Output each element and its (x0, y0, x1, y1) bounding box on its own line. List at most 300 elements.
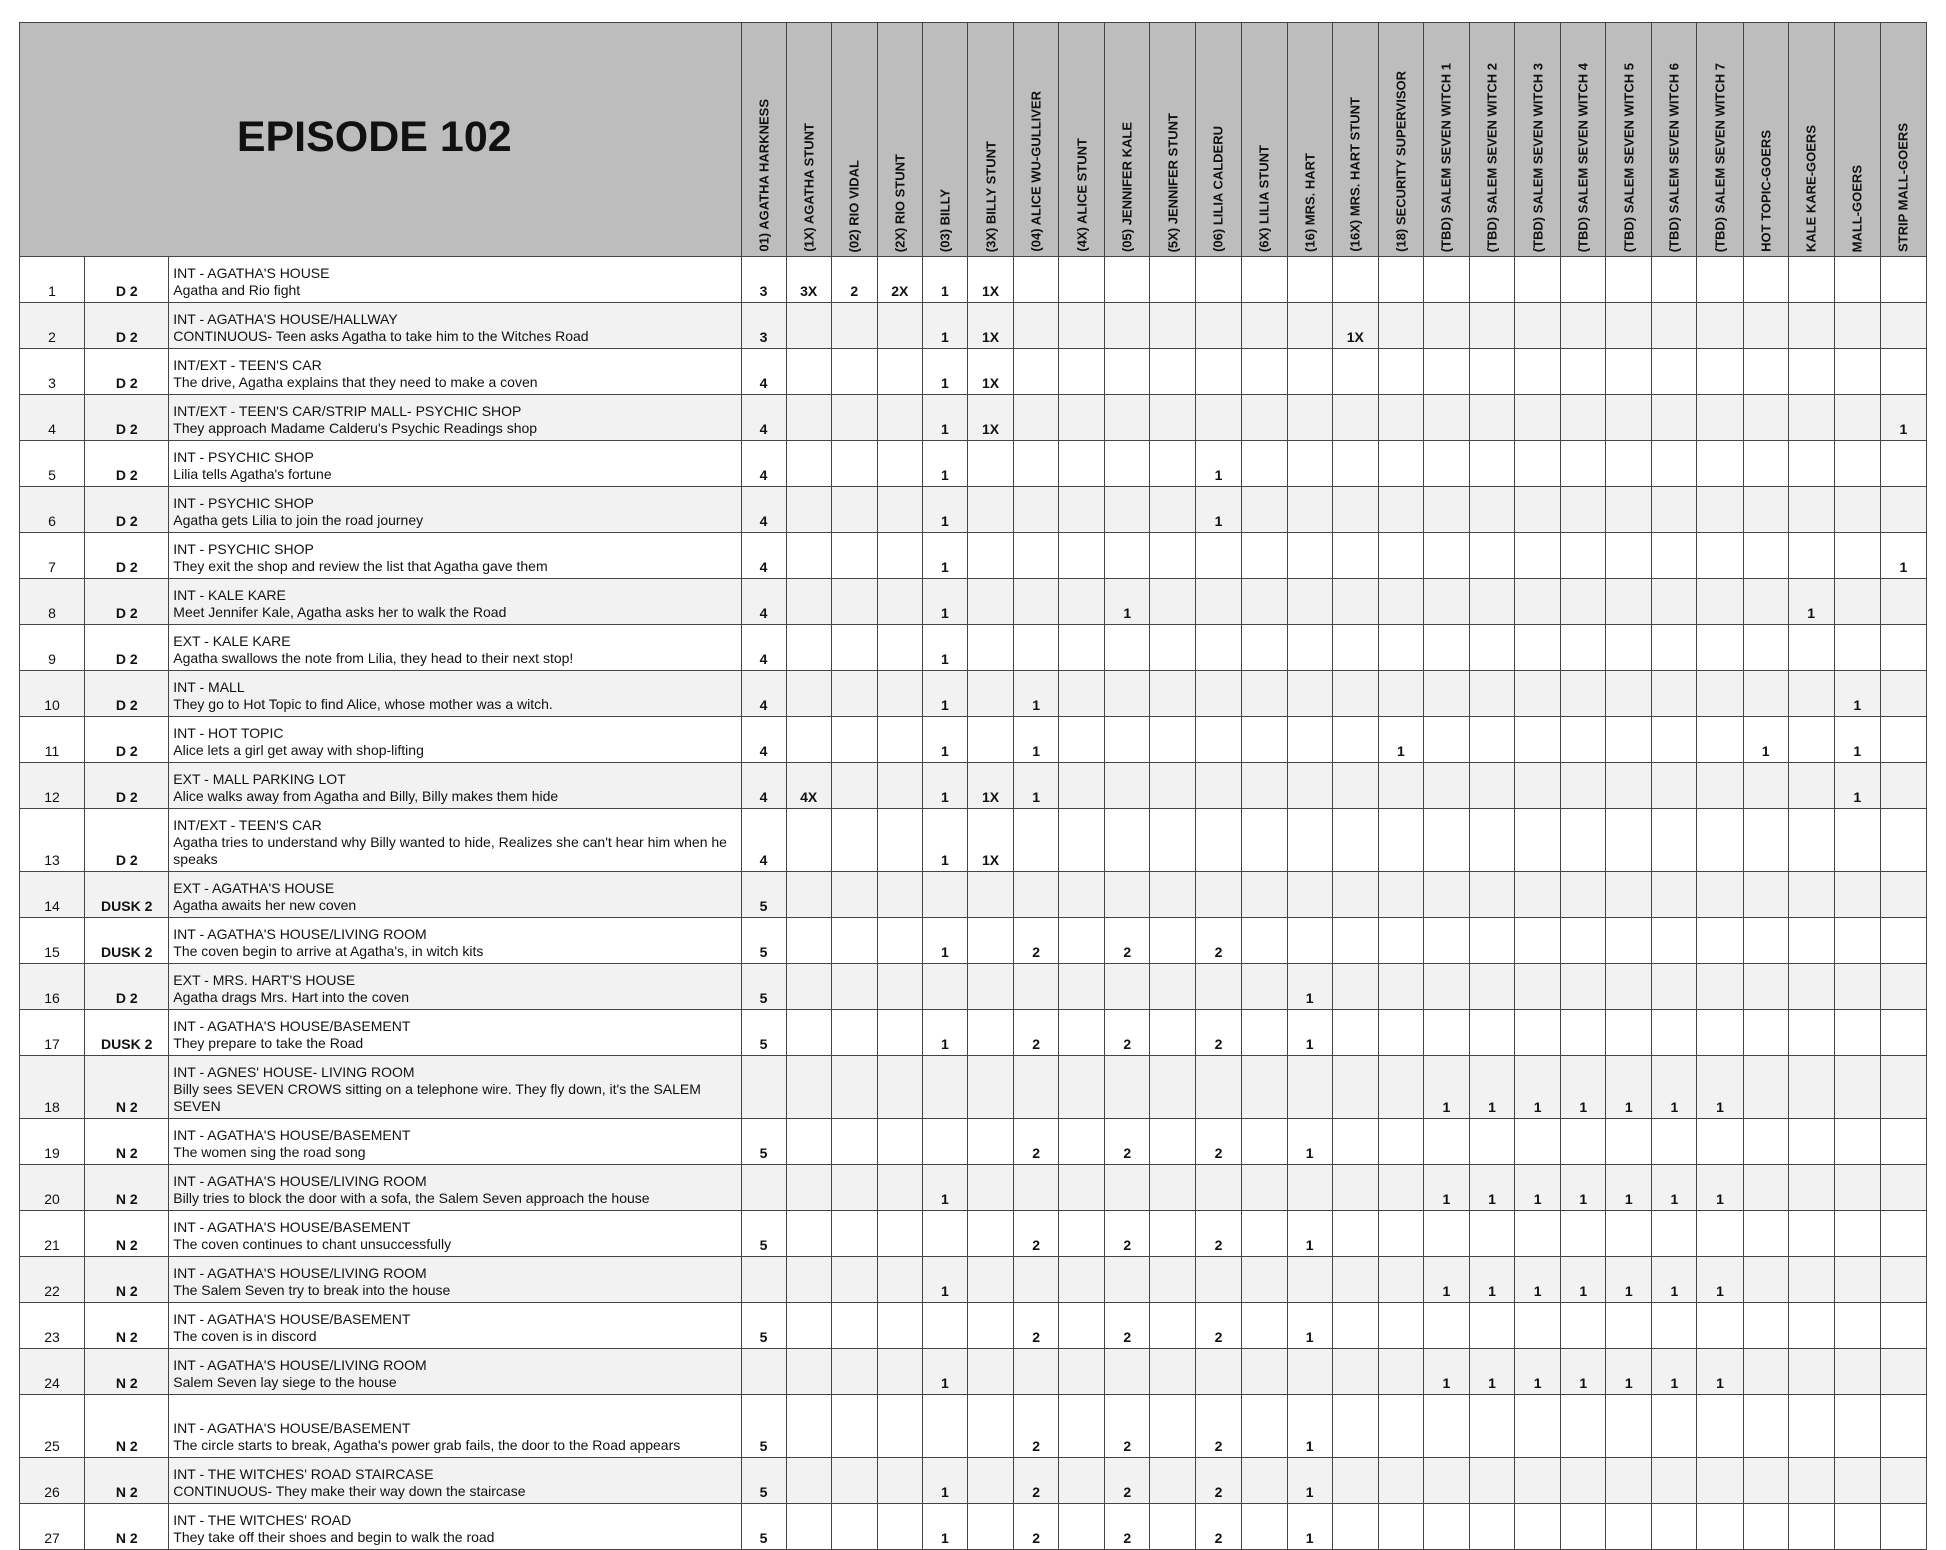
cast-count-cell (1059, 257, 1105, 303)
cast-count-cell (1332, 717, 1378, 763)
cast-count-cell (1241, 1119, 1287, 1165)
cast-count-cell (1287, 395, 1332, 441)
cast-count-cell: 1 (922, 1257, 967, 1303)
cast-count-cell: 1 (922, 303, 967, 349)
cast-count-cell (1105, 1349, 1150, 1395)
cast-count-cell (786, 533, 831, 579)
cast-count-cell (1059, 625, 1105, 671)
cast-count-cell (831, 1211, 877, 1257)
scene-summary: They take off their shoes and begin to walk the road (173, 1529, 495, 1545)
cast-count-cell (1743, 671, 1788, 717)
scene-description-cell (169, 1303, 741, 1349)
cast-count-cell: 4 (741, 763, 786, 809)
time-of-day: D 2 (85, 303, 169, 349)
cast-count-cell (1743, 964, 1788, 1010)
cast-count-cell (1332, 441, 1378, 487)
cast-count-cell (786, 964, 831, 1010)
cast-count-cell (786, 1056, 831, 1119)
cast-count-cell (1470, 533, 1515, 579)
cast-count-cell (1697, 872, 1743, 918)
scene-location: INT - MALL (173, 679, 245, 695)
cast-count-cell (1743, 809, 1788, 872)
cast-count-cell (1606, 1458, 1652, 1504)
scene-number: 14 (20, 872, 85, 918)
cast-count-cell (1014, 579, 1059, 625)
cast-count-cell (1287, 441, 1332, 487)
column-header-label: (02) RIO VIDAL (846, 159, 862, 252)
cast-count-cell (1470, 717, 1515, 763)
cast-count-cell: 1 (922, 809, 967, 872)
cast-count-cell: 3 (741, 303, 786, 349)
cast-count-cell (1652, 1010, 1697, 1056)
cast-count-cell (1150, 1504, 1196, 1550)
cast-count-cell: 2 (831, 257, 877, 303)
cast-count-cell (967, 1165, 1013, 1211)
column-header (1059, 23, 1105, 257)
cast-count-cell (1150, 395, 1196, 441)
scene-summary: The women sing the road song (173, 1144, 366, 1160)
scene-row (20, 487, 1927, 533)
cast-count-cell (1515, 1211, 1561, 1257)
cast-count-cell: 2X (877, 257, 922, 303)
cast-count-cell (1059, 303, 1105, 349)
cast-count-cell (1880, 349, 1926, 395)
scene-description-cell (169, 1395, 741, 1458)
cast-count-cell (877, 1165, 922, 1211)
cast-count-cell (831, 349, 877, 395)
scene-row (20, 441, 1927, 487)
column-header-label: (1X) AGATHA STUNT (801, 123, 817, 252)
cast-count-cell (922, 1056, 967, 1119)
time-of-day: N 2 (85, 1504, 169, 1550)
cast-count-cell (1743, 257, 1788, 303)
cast-count-cell: 1 (1561, 1349, 1606, 1395)
scene-description-cell (169, 1349, 741, 1395)
cast-count-cell (1287, 763, 1332, 809)
cast-count-cell: 3X (786, 257, 831, 303)
cast-count-cell: 1 (1834, 763, 1880, 809)
scene-summary: Billy sees SEVEN CROWS sitting on a telephone wire. They fly down, it's the SALEM SEVEN (173, 1081, 701, 1114)
column-header-label: (TBD) SALEM SEVEN WITCH 4 (1575, 62, 1591, 252)
cast-count-cell (1105, 395, 1150, 441)
cast-count-cell (1332, 1349, 1378, 1395)
cast-count-cell (741, 1349, 786, 1395)
cast-count-cell (1515, 349, 1561, 395)
cast-count-cell (786, 579, 831, 625)
cast-count-cell (1423, 257, 1469, 303)
cast-count-cell: 2 (1196, 1303, 1241, 1349)
cast-count-cell (1561, 349, 1606, 395)
time-of-day: N 2 (85, 1056, 169, 1119)
cast-count-cell (1332, 1165, 1378, 1211)
cast-count-cell: 1 (1423, 1257, 1469, 1303)
cast-count-cell (1332, 1257, 1378, 1303)
cast-count-cell: 2 (1196, 1211, 1241, 1257)
cast-count-cell (1515, 918, 1561, 964)
cast-count-cell (1196, 763, 1241, 809)
cast-count-cell (786, 872, 831, 918)
column-header (741, 23, 786, 257)
cast-count-cell (1150, 487, 1196, 533)
cast-count-cell: 1 (922, 1458, 967, 1504)
cast-count-cell (1105, 809, 1150, 872)
cast-count-cell (967, 1504, 1013, 1550)
cast-count-cell (831, 717, 877, 763)
cast-count-cell (1470, 395, 1515, 441)
scene-description-cell (169, 441, 741, 487)
cast-count-cell (1743, 487, 1788, 533)
cast-count-cell (1105, 1257, 1150, 1303)
cast-count-cell (1059, 809, 1105, 872)
cast-count-cell (1196, 809, 1241, 872)
scene-description-cell (169, 395, 741, 441)
cast-count-cell: 1 (922, 1165, 967, 1211)
cast-count-cell (1196, 1056, 1241, 1119)
cast-count-cell (1834, 533, 1880, 579)
cast-count-cell (1470, 872, 1515, 918)
scene-summary: Billy tries to block the door with a sofa, the Salem Seven approach the house (173, 1190, 650, 1206)
cast-count-cell (877, 1303, 922, 1349)
scene-location: INT - PSYCHIC SHOP (173, 449, 314, 465)
cast-count-cell (1332, 257, 1378, 303)
cast-count-cell (1880, 1056, 1926, 1119)
cast-count-cell (1697, 349, 1743, 395)
cast-count-cell: 1 (1561, 1056, 1606, 1119)
cast-count-cell (1834, 809, 1880, 872)
cast-count-cell: 1 (1697, 1257, 1743, 1303)
cast-count-cell (1196, 395, 1241, 441)
cast-count-cell (1378, 918, 1423, 964)
cast-count-cell (1697, 717, 1743, 763)
cast-count-cell (831, 533, 877, 579)
cast-count-cell (1880, 441, 1926, 487)
cast-count-cell (877, 1119, 922, 1165)
scene-row (20, 349, 1927, 395)
time-of-day: D 2 (85, 395, 169, 441)
cast-count-cell: 1X (1332, 303, 1378, 349)
cast-count-cell (1059, 671, 1105, 717)
cast-count-cell: 2 (1196, 1395, 1241, 1458)
cast-count-cell (1606, 1010, 1652, 1056)
breakdown-table (19, 22, 1927, 1550)
scene-summary: The coven is in discord (173, 1328, 317, 1344)
cast-count-cell (1834, 349, 1880, 395)
time-of-day: D 2 (85, 257, 169, 303)
cast-count-cell: 5 (741, 1303, 786, 1349)
scene-row (20, 1303, 1927, 1349)
cast-count-cell (1697, 1395, 1743, 1458)
scene-description-cell (169, 671, 741, 717)
cast-count-cell (831, 1349, 877, 1395)
header-row (20, 23, 1927, 257)
scene-row (20, 763, 1927, 809)
cast-count-cell (1196, 303, 1241, 349)
scene-location: INT - AGATHA'S HOUSE/LIVING ROOM (173, 1173, 427, 1189)
scene-location: EXT - MALL PARKING LOT (173, 771, 346, 787)
cast-count-cell: 1 (1652, 1349, 1697, 1395)
cast-count-cell: 2 (1014, 1119, 1059, 1165)
cast-count-cell (831, 1395, 877, 1458)
cast-count-cell (877, 533, 922, 579)
cast-count-cell: 1 (1014, 671, 1059, 717)
time-of-day: D 2 (85, 625, 169, 671)
cast-count-cell (1697, 579, 1743, 625)
scene-number: 3 (20, 349, 85, 395)
cast-count-cell (1834, 487, 1880, 533)
cast-count-cell (786, 1211, 831, 1257)
cast-count-cell (1606, 441, 1652, 487)
cast-count-cell (1150, 1165, 1196, 1211)
scene-row (20, 964, 1927, 1010)
cast-count-cell (1834, 1504, 1880, 1550)
scene-location: INT - AGATHA'S HOUSE/LIVING ROOM (173, 1357, 427, 1373)
cast-count-cell (1196, 1165, 1241, 1211)
cast-count-cell (1470, 257, 1515, 303)
cast-count-cell (1423, 1504, 1469, 1550)
cast-count-cell (967, 487, 1013, 533)
cast-count-cell (831, 1165, 877, 1211)
cast-count-cell (1241, 872, 1287, 918)
cast-count-cell (922, 1395, 967, 1458)
cast-count-cell (1470, 918, 1515, 964)
cast-count-cell: 1 (1606, 1165, 1652, 1211)
scene-summary: Salem Seven lay siege to the house (173, 1374, 397, 1390)
cast-count-cell (1378, 671, 1423, 717)
cast-count-cell (1470, 964, 1515, 1010)
cast-count-cell: 1 (1470, 1165, 1515, 1211)
cast-count-cell (967, 1395, 1013, 1458)
cast-count-cell (1652, 349, 1697, 395)
cast-count-cell: 5 (741, 964, 786, 1010)
cast-count-cell (1470, 625, 1515, 671)
scene-number: 8 (20, 579, 85, 625)
cast-count-cell: 1 (1606, 1257, 1652, 1303)
cast-count-cell (1880, 625, 1926, 671)
cast-count-cell (1332, 1119, 1378, 1165)
cast-count-cell (1014, 487, 1059, 533)
cast-count-cell (1470, 671, 1515, 717)
cast-count-cell (1788, 441, 1834, 487)
cast-count-cell (1287, 1165, 1332, 1211)
cast-count-cell: 4 (741, 395, 786, 441)
cast-count-cell (1834, 395, 1880, 441)
cast-count-cell (1059, 395, 1105, 441)
cast-count-cell: 1 (1470, 1257, 1515, 1303)
scene-location: INT - PSYCHIC SHOP (173, 541, 314, 557)
cast-count-cell (1743, 1119, 1788, 1165)
cast-count-cell (1014, 809, 1059, 872)
cast-count-cell (1470, 809, 1515, 872)
cast-count-cell (1743, 1303, 1788, 1349)
cast-count-cell: 1 (1697, 1056, 1743, 1119)
cast-count-cell (831, 1257, 877, 1303)
cast-count-cell (1378, 579, 1423, 625)
cast-count-cell (1059, 579, 1105, 625)
cast-count-cell (1059, 717, 1105, 763)
cast-count-cell: 1 (1287, 1010, 1332, 1056)
scene-location: INT - AGATHA'S HOUSE/BASEMENT (173, 1219, 411, 1235)
cast-count-cell (831, 1010, 877, 1056)
scene-location: INT/EXT - TEEN'S CAR/STRIP MALL- PSYCHIC SHOP (173, 403, 522, 419)
column-header-label: STRIP MALL-GOERS (1895, 122, 1911, 252)
column-header (1834, 23, 1880, 257)
cast-count-cell (1059, 1257, 1105, 1303)
cast-count-cell (1332, 872, 1378, 918)
scene-location: INT - AGATHA'S HOUSE (173, 265, 330, 281)
cast-count-cell (1788, 809, 1834, 872)
cast-count-cell (877, 349, 922, 395)
cast-count-cell: 2 (1014, 1458, 1059, 1504)
cast-count-cell (1606, 918, 1652, 964)
cast-count-cell (1059, 1010, 1105, 1056)
time-of-day: N 2 (85, 1395, 169, 1458)
cast-count-cell (1196, 671, 1241, 717)
cast-count-cell (1470, 1010, 1515, 1056)
cast-count-cell (1196, 717, 1241, 763)
cast-count-cell (1880, 487, 1926, 533)
cast-count-cell (1561, 579, 1606, 625)
cast-count-cell: 1 (1606, 1349, 1652, 1395)
cast-count-cell (1743, 1349, 1788, 1395)
cast-count-cell (1196, 625, 1241, 671)
cast-count-cell (1287, 872, 1332, 918)
cast-count-cell (1697, 441, 1743, 487)
cast-count-cell (1150, 671, 1196, 717)
cast-count-cell (1241, 1395, 1287, 1458)
scene-location: EXT - KALE KARE (173, 633, 291, 649)
cast-count-cell (1606, 964, 1652, 1010)
cast-count-cell (1788, 1211, 1834, 1257)
cast-count-cell (1697, 395, 1743, 441)
cast-count-cell (1014, 395, 1059, 441)
scene-row (20, 395, 1927, 441)
cast-count-cell (1788, 1349, 1834, 1395)
cast-count-cell (786, 1119, 831, 1165)
scene-description-cell (169, 1504, 741, 1550)
scene-row (20, 1504, 1927, 1550)
column-header (877, 23, 922, 257)
scene-location: INT - AGATHA'S HOUSE/LIVING ROOM (173, 926, 427, 942)
scene-number: 20 (20, 1165, 85, 1211)
cast-count-cell (1606, 1395, 1652, 1458)
scene-row (20, 533, 1927, 579)
cast-count-cell (1241, 257, 1287, 303)
cast-count-cell (1606, 1303, 1652, 1349)
cast-count-cell (1287, 487, 1332, 533)
cast-count-cell (1697, 533, 1743, 579)
cast-count-cell (1880, 1257, 1926, 1303)
cast-count-cell (1515, 441, 1561, 487)
cast-count-cell (1561, 1119, 1606, 1165)
cast-count-cell (786, 395, 831, 441)
cast-count-cell: 1 (1652, 1257, 1697, 1303)
cast-count-cell: 1 (922, 763, 967, 809)
cast-count-cell (1332, 625, 1378, 671)
cast-count-cell (1150, 717, 1196, 763)
cast-count-cell: 1 (1515, 1349, 1561, 1395)
cast-count-cell (1834, 1303, 1880, 1349)
cast-count-cell (1241, 487, 1287, 533)
time-of-day: D 2 (85, 763, 169, 809)
cast-count-cell (1515, 395, 1561, 441)
cast-count-cell (1059, 1056, 1105, 1119)
scene-number: 27 (20, 1504, 85, 1550)
cast-count-cell: 1 (1880, 395, 1926, 441)
cast-count-cell: 4 (741, 349, 786, 395)
cast-count-cell (1150, 1010, 1196, 1056)
cast-count-cell: 1 (1697, 1165, 1743, 1211)
cast-count-cell (1241, 1257, 1287, 1303)
cast-count-cell (1014, 1056, 1059, 1119)
cast-count-cell (1332, 533, 1378, 579)
cast-count-cell (1241, 671, 1287, 717)
cast-count-cell (1105, 625, 1150, 671)
cast-count-cell (1014, 257, 1059, 303)
cast-count-cell (1606, 1211, 1652, 1257)
cast-count-cell (967, 1458, 1013, 1504)
cast-count-cell (1561, 533, 1606, 579)
scene-number: 17 (20, 1010, 85, 1056)
cast-count-cell: 1 (922, 918, 967, 964)
cast-count-cell (1241, 1010, 1287, 1056)
column-header (1423, 23, 1469, 257)
time-of-day: N 2 (85, 1165, 169, 1211)
cast-count-cell: 1X (967, 395, 1013, 441)
cast-count-cell (1515, 717, 1561, 763)
column-header (1196, 23, 1241, 257)
scene-number: 15 (20, 918, 85, 964)
column-header (1561, 23, 1606, 257)
cast-count-cell (1743, 872, 1788, 918)
cast-count-cell: 1 (1697, 1349, 1743, 1395)
scene-description-cell (169, 964, 741, 1010)
scene-number: 16 (20, 964, 85, 1010)
cast-count-cell: 1 (922, 671, 967, 717)
cast-count-cell (1561, 872, 1606, 918)
scene-description-cell (169, 918, 741, 964)
cast-count-cell (1332, 763, 1378, 809)
cast-count-cell (1150, 349, 1196, 395)
cast-count-cell: 1 (922, 1349, 967, 1395)
cast-count-cell (1880, 809, 1926, 872)
cast-count-cell (1150, 1458, 1196, 1504)
cast-count-cell (786, 1165, 831, 1211)
cast-count-cell (1332, 1056, 1378, 1119)
cast-count-cell: 4 (741, 671, 786, 717)
cast-count-cell (1788, 395, 1834, 441)
scene-summary: They go to Hot Topic to find Alice, whose mother was a witch. (173, 696, 553, 712)
scene-number: 22 (20, 1257, 85, 1303)
cast-count-cell (1150, 809, 1196, 872)
cast-count-cell (967, 717, 1013, 763)
cast-count-cell (1150, 303, 1196, 349)
cast-count-cell (1561, 763, 1606, 809)
scene-row (20, 872, 1927, 918)
column-header-label: (04) ALICE WU-GULLIVER (1028, 91, 1044, 252)
scene-number: 6 (20, 487, 85, 533)
cast-count-cell: 1X (967, 257, 1013, 303)
cast-count-cell (1423, 918, 1469, 964)
scene-description-cell (169, 763, 741, 809)
cast-count-cell (1697, 487, 1743, 533)
cast-count-cell (1241, 1303, 1287, 1349)
cast-count-cell (1059, 1211, 1105, 1257)
time-of-day: D 2 (85, 487, 169, 533)
cast-count-cell: 2 (1105, 1119, 1150, 1165)
cast-count-cell (877, 1458, 922, 1504)
cast-count-cell (1788, 1303, 1834, 1349)
cast-count-cell: 1X (967, 349, 1013, 395)
